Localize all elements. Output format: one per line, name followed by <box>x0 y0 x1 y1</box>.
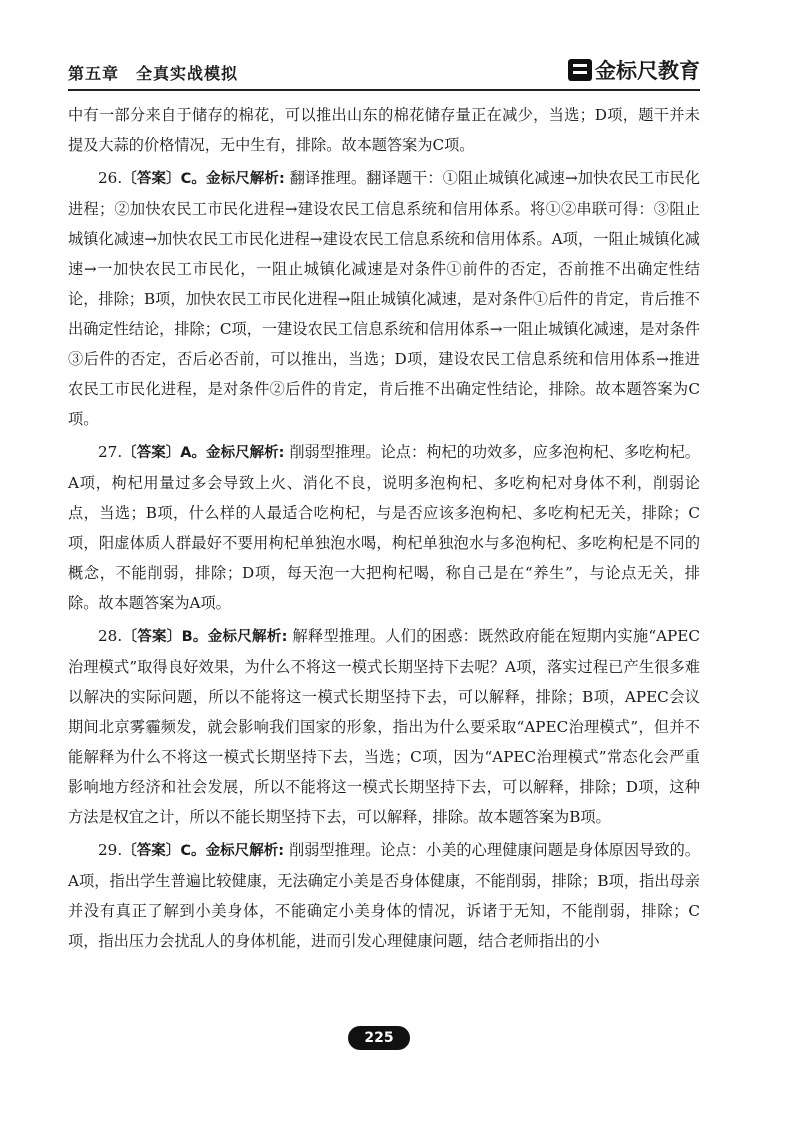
analysis-text: 解释型推理。人们的困惑：既然政府能在短期内实施“APEC治理模式”取得良好效果，为什么不将这一模式长期坚持下去呢？A项，落实过程已产生很多难以解决的实际问题，所以不能将这一模式长期坚持下去，可以解释，排除；B项，APEC会议期间北京雾霾频发，就会影响我们国家的形象，指出为什么要采取“APEC治理模式”，但并不能解释为什么不将这一模式长期坚持下去，当选；C项，因为“APEC治理模式”常态化会严重影响地方经济和社会发展，所以不能将这一模式长期坚持下去，可以解释，排除；D项，这种方法是权宜之计，所以不能长期坚持下去，可以解释，排除。故本题答案为B项。 <box>68 627 700 826</box>
analysis-label: 金标尺解析: <box>206 445 285 461</box>
question-number: 29. <box>98 841 123 859</box>
page-body <box>68 100 700 959</box>
answer-tag: 〔答案〕C。 <box>122 843 206 859</box>
page-number-badge <box>348 1026 410 1050</box>
answer-tag: 〔答案〕B。 <box>122 629 208 645</box>
answer-item-28 <box>68 621 700 832</box>
analysis-label: 金标尺解析: <box>206 171 285 187</box>
question-number: 26. <box>98 169 123 187</box>
brand-name: 金标尺教育 <box>595 59 700 83</box>
question-number: 28. <box>98 627 123 645</box>
analysis-label: 金标尺解析: <box>205 843 285 859</box>
answer-item-26 <box>68 163 700 434</box>
page-number: 225 <box>364 1030 394 1046</box>
answer-tag: 〔答案〕C。 <box>122 171 207 187</box>
chapter-title: 第五章 全真实战模拟 <box>68 64 239 83</box>
analysis-label: 金标尺解析: <box>207 629 288 645</box>
analysis-text: 翻译推理。翻译题干：①阻止城镇化减速→加快农民工市民化进程；②加快农民工市民化进程→建设农民工信息系统和信用体系。将①②串联可得：③阻止城镇化减速→加快农民工市民化进程→建设农民工信息系统和信用体系。A项，一阻止城镇化减速→一加快农民工市民化，一阻止城镇化减速是对条件①前件的否定，否前推不出确定性结论，排除；B项，加快农民工市民化进程→阻止城镇化减速，是对条件①后件的肯定，肯后推不出确定性结论，排除；C项，一建设农民工信息系统和信用体系→一阻止城镇化减速，是对条件③后件的否定，否后必否前，可以推出，当选；D项，建设农民工信息系统和信用体系→推进农民工市民化进程，是对条件②后件的肯定，肯后推不出确定性结论，排除。故本题答案为C项。 <box>68 169 700 428</box>
question-number: 27. <box>98 443 123 461</box>
brand-logo <box>568 55 700 85</box>
answer-tag: 〔答案〕A。 <box>122 445 207 461</box>
paragraph-continued <box>68 100 700 160</box>
paragraph-text: 中有一部分来自于储存的棉花，可以推出山东的棉花储存量正在减少，当选；D项，题干并未提及大蒜的价格情况，无中生有，排除。故本题答案为C项。 <box>68 106 700 154</box>
analysis-text: 削弱型推理。论点：枸杞的功效多，应多泡枸杞、多吃枸杞。A项，枸杞用量过多会导致上火、消化不良，说明多泡枸杞、多吃枸杞对身体不利，削弱论点，当选；B项，什么样的人最适合吃枸杞，与是否应该多泡枸杞、多吃枸杞无关，排除；C项，阳虚体质人群最好不要用枸杞单独泡水喝，枸杞单独泡水与多泡枸杞、多吃枸杞是不同的概念，不能削弱，排除；D项，每天泡一大把枸杞喝，称自己是在“养生”，与论点无关，排除。故本题答案为A项。 <box>68 443 700 612</box>
answer-item-29 <box>68 835 700 956</box>
brand-icon <box>568 59 592 81</box>
answer-item-27 <box>68 437 700 618</box>
analysis-text: 削弱型推理。论点：小美的心理健康问题是身体原因导致的。A项，指出学生普遍比较健康，无法确定小美是否身体健康，不能削弱，排除；B项，指出母亲并没有真正了解到小美身体，不能确定小美身体的情况，诉诸于无知，不能削弱，排除；C项，指出压力会扰乱人的身体机能，进而引发心理健康问题，结合老师指出的小 <box>68 841 700 950</box>
page-header <box>68 55 700 91</box>
